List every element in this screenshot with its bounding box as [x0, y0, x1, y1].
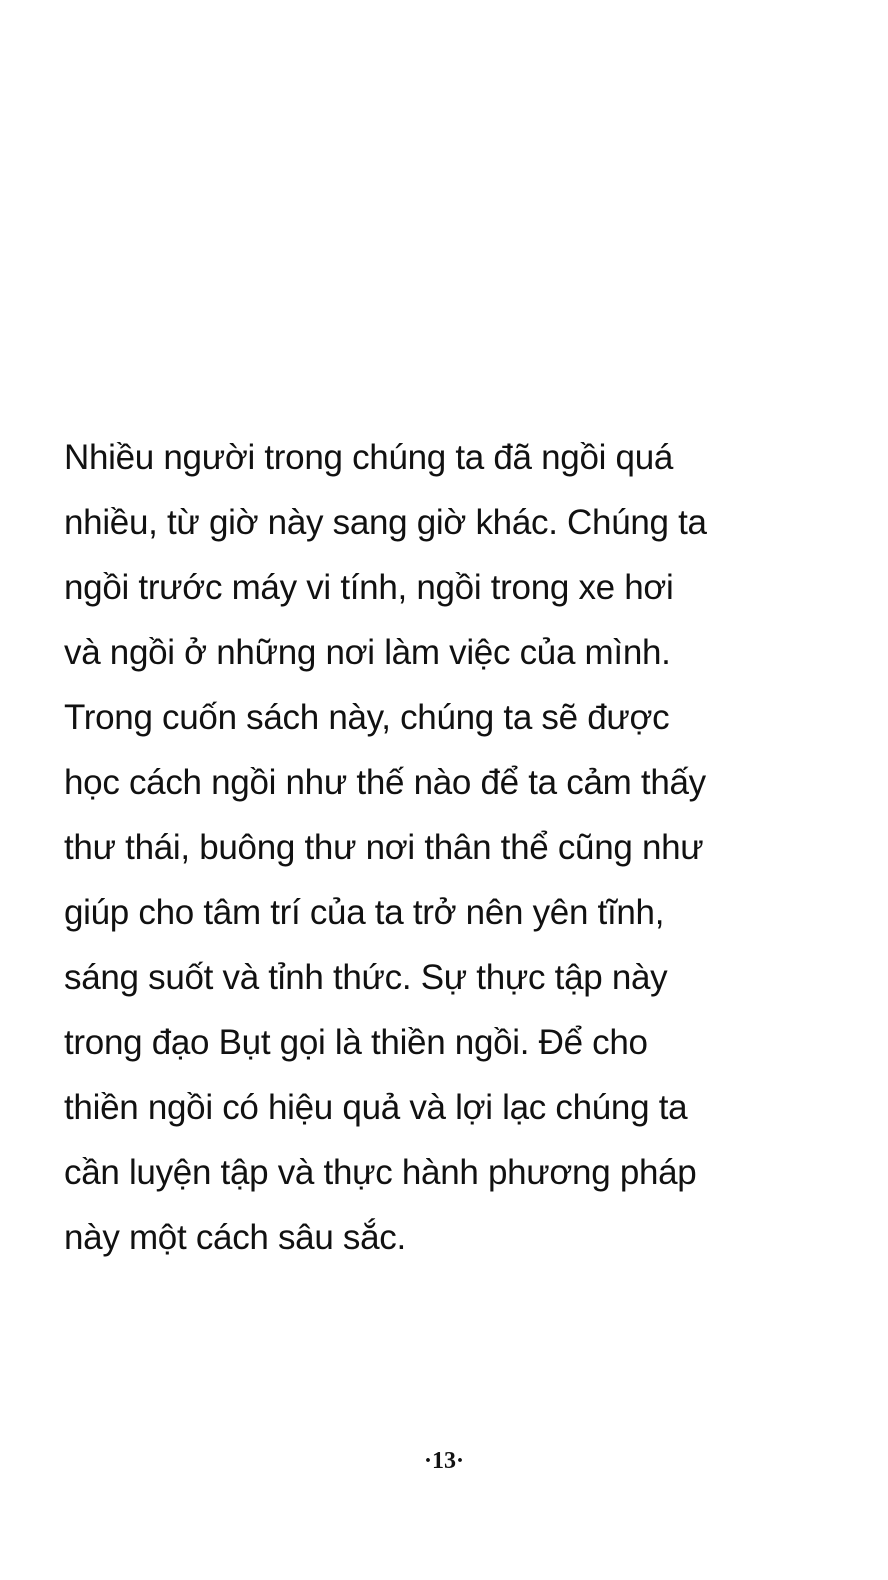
paragraph-line: ngồi trước máy vi tính, ngồi trong xe hơi — [64, 568, 674, 607]
paragraph-line: thư thái, buông thư nơi thân thể cũng như — [64, 828, 704, 867]
paragraph-line: và ngồi ở những nơi làm việc của mình. — [64, 633, 671, 672]
body-paragraph — [64, 425, 774, 1270]
page-number: ·13· — [423, 1448, 464, 1474]
paragraph-line: giúp cho tâm trí của ta trở nên yên tĩnh, — [64, 893, 665, 932]
paragraph-line: trong đạo Bụt gọi là thiền ngồi. Để cho — [64, 1023, 648, 1062]
paragraph-line: Trong cuốn sách này, chúng ta sẽ được — [64, 698, 670, 737]
paragraph-line: học cách ngồi như thế nào để ta cảm thấy — [64, 763, 706, 802]
paragraph-line: Nhiều người trong chúng ta đã ngồi quá — [64, 438, 674, 477]
paragraph-line: sáng suốt và tỉnh thức. Sự thực tập này — [64, 958, 668, 997]
paragraph-line: cần luyện tập và thực hành phương pháp — [64, 1153, 697, 1192]
paragraph-line: nhiều, từ giờ này sang giờ khác. Chúng ta — [64, 503, 707, 542]
paragraph-line: thiền ngồi có hiệu quả và lợi lạc chúng ta — [64, 1088, 688, 1127]
paragraph-line: này một cách sâu sắc. — [64, 1218, 406, 1257]
